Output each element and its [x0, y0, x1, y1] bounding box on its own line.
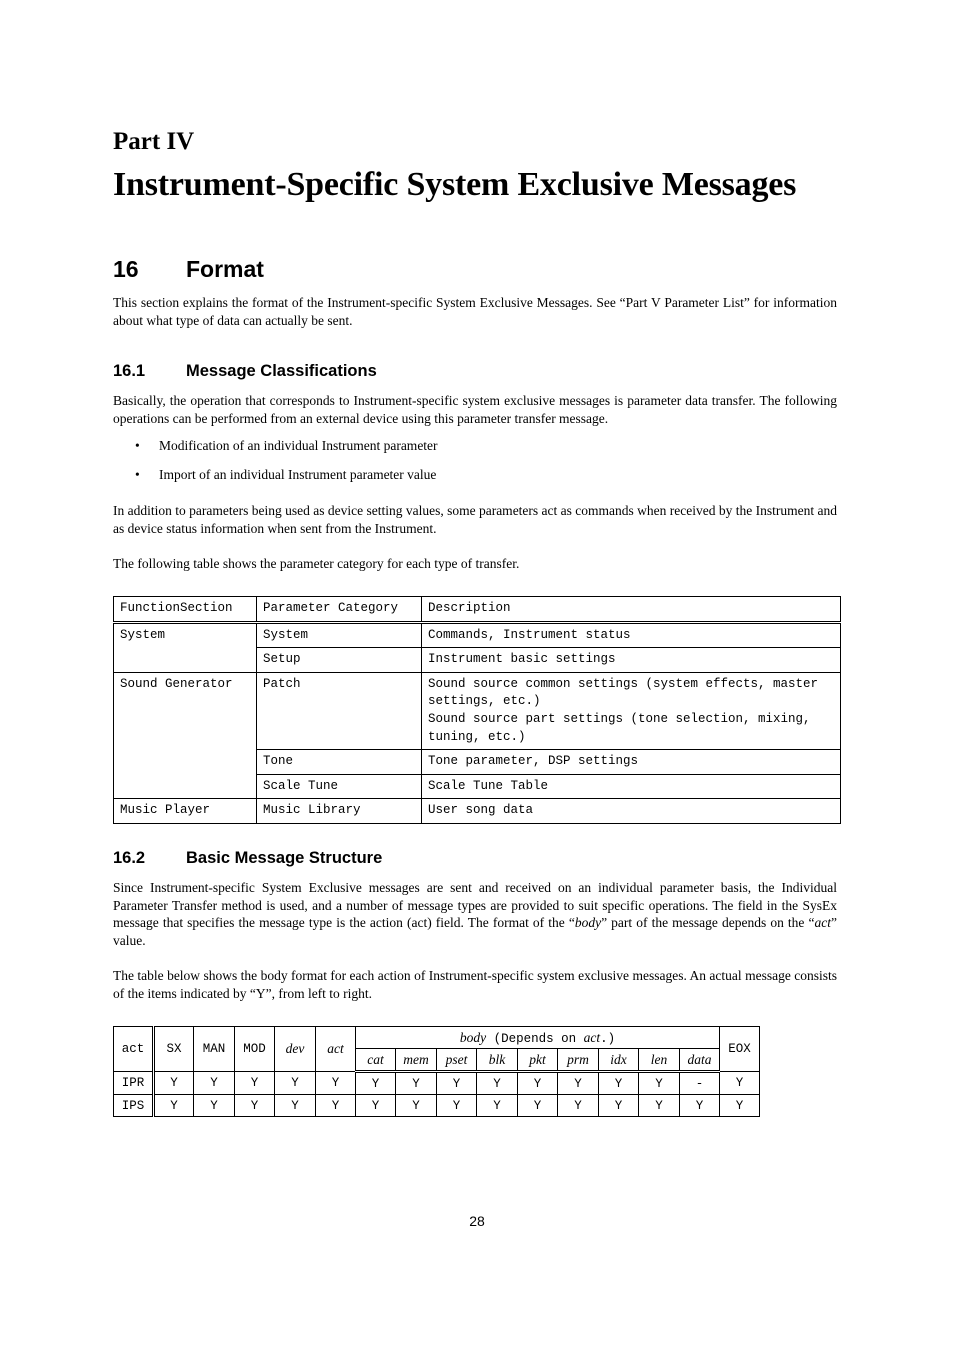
text-run-italic: act: [814, 915, 831, 931]
table-cell: [422, 672, 841, 749]
column-subheader: prm: [558, 1049, 599, 1072]
subsection-heading-1: [113, 362, 377, 381]
cell-line: Sound source part settings (tone selection, mixing, tuning, etc.): [428, 711, 811, 744]
list-item: [135, 467, 436, 483]
table-cell: System: [114, 622, 257, 672]
body-format-table: [113, 1026, 760, 1117]
table-cell: Y: [437, 1095, 477, 1117]
table-cell: Y: [639, 1072, 680, 1095]
table-cell: Sound Generator: [114, 672, 257, 799]
paragraph: The following table shows the parameter category for each type of transfer.: [113, 556, 520, 571]
paragraph: The table below shows the body format for each action of Instrument-specific system exclusive messages. An actual message consists of the items indicated by “Y”, from left to right.: [113, 968, 837, 1001]
section-intro: This section explains the format of the Instrument-specific System Exclusive Messages. See “Part V Parameter List” for information about what type of data can actually be sent.: [113, 295, 837, 328]
table-cell: Y: [356, 1072, 396, 1095]
list-item-text: Modification of an individual Instrument parameter: [159, 438, 438, 453]
table-cell: IPR: [114, 1072, 154, 1095]
table-cell: Setup: [257, 648, 422, 673]
table-cell: Y: [437, 1072, 477, 1095]
table-cell: Y: [720, 1095, 760, 1117]
text-run-italic: body: [574, 915, 602, 931]
text-run: Since Instrument-specific System Exclusive messages are sent and received on an individual parameter basis, the Individual Parameter Transfer method is used, and a number of message types are provided to suit specific operations. The field in the SysEx message that specifies the message type is the action (act) field. The format of the “: [113, 880, 837, 931]
table-cell: Patch: [257, 672, 422, 749]
table-cell: Y: [356, 1095, 396, 1117]
table-cell: Y: [558, 1072, 599, 1095]
part-label: Part IV: [113, 128, 195, 155]
list-item: [135, 438, 438, 454]
paragraph: [113, 879, 837, 950]
bullet-glyph: •: [135, 467, 140, 482]
table-row: [114, 672, 841, 749]
body-column-header: [356, 1027, 720, 1049]
section-heading: [113, 256, 264, 283]
table-row: [114, 622, 841, 648]
paragraph: In addition to parameters being used as device setting values, some parameters act as commands when received by the Instrument and as device status information when sent from the Instrument.: [113, 503, 837, 536]
table-cell: Commands, Instrument status: [422, 622, 841, 648]
subsection-number: 16.1: [113, 362, 146, 380]
part-title: Instrument-Specific System Exclusive Messages: [113, 166, 797, 203]
table-cell: Y: [316, 1095, 356, 1117]
table-cell: Scale Tune Table: [422, 774, 841, 799]
parameter-category-table: [113, 596, 841, 824]
text-run-italic: act: [583, 1029, 601, 1045]
column-header: EOX: [720, 1027, 760, 1072]
table-row: [114, 799, 841, 824]
table-cell: Y: [639, 1095, 680, 1117]
table-cell: Y: [558, 1095, 599, 1117]
table-cell: Y: [316, 1072, 356, 1095]
table-cell: Y: [275, 1072, 316, 1095]
table-cell: Music Library: [257, 799, 422, 824]
column-header: act: [316, 1027, 356, 1072]
table-cell: Y: [680, 1095, 720, 1117]
table-cell: User song data: [422, 799, 841, 824]
table-header-row: [114, 597, 841, 623]
subsection-heading-2: [113, 849, 382, 868]
table-cell: Y: [599, 1072, 639, 1095]
table-cell: Y: [599, 1095, 639, 1117]
table-cell: Y: [235, 1095, 275, 1117]
column-subheader: mem: [396, 1049, 437, 1072]
table-cell: Y: [477, 1095, 518, 1117]
column-header: MOD: [235, 1027, 275, 1072]
subsection-title: Basic Message Structure: [186, 849, 383, 867]
table-cell: Y: [518, 1072, 558, 1095]
table-cell: Y: [154, 1072, 194, 1095]
table-row: [114, 1095, 760, 1117]
table-cell: Tone: [257, 750, 422, 775]
column-subheader: blk: [477, 1049, 518, 1072]
column-subheader: pset: [437, 1049, 477, 1072]
table-cell: Y: [154, 1095, 194, 1117]
table-cell: Y: [477, 1072, 518, 1095]
column-subheader: pkt: [518, 1049, 558, 1072]
table-row: [114, 1072, 760, 1095]
table-cell: Instrument basic settings: [422, 648, 841, 673]
text-run: ” value.: [113, 915, 837, 949]
column-header: FunctionSection: [114, 597, 257, 623]
table-cell: Scale Tune: [257, 774, 422, 799]
table-cell: IPS: [114, 1095, 154, 1117]
section-number: 16: [113, 256, 139, 282]
text-run: (Depends on: [486, 1031, 584, 1046]
column-subheader: len: [639, 1049, 680, 1072]
column-subheader: data: [680, 1049, 720, 1072]
table-cell: Music Player: [114, 799, 257, 824]
section-title: Format: [186, 256, 264, 282]
text-run: ” part of the message depends on the “: [601, 915, 815, 931]
table-cell: System: [257, 622, 422, 648]
subsection-number: 16.2: [113, 849, 146, 867]
table-cell: Y: [194, 1072, 235, 1095]
page-number: 28: [469, 1213, 485, 1229]
table-cell: Y: [235, 1072, 275, 1095]
column-header: Description: [422, 597, 841, 623]
paragraph: Basically, the operation that corresponds to Instrument-specific system exclusive messages is parameter data transfer. The following operations can be performed from an external device using this parameter transfer message.: [113, 393, 837, 426]
column-subheader: cat: [356, 1049, 396, 1072]
table-cell: Tone parameter, DSP settings: [422, 750, 841, 775]
cell-line: Sound source common settings (system effects, master settings, etc.): [428, 676, 819, 709]
table-header-row: [114, 1027, 760, 1049]
bullet-glyph: •: [135, 438, 140, 453]
column-subheader: idx: [599, 1049, 639, 1072]
column-header: dev: [275, 1027, 316, 1072]
table-cell: Y: [396, 1095, 437, 1117]
table-cell: Y: [720, 1072, 760, 1095]
column-header: Parameter Category: [257, 597, 422, 623]
column-header: SX: [154, 1027, 194, 1072]
text-run-italic: body: [459, 1029, 487, 1045]
table-cell: Y: [194, 1095, 235, 1117]
column-header: MAN: [194, 1027, 235, 1072]
column-header: act: [114, 1027, 154, 1072]
table-cell: Y: [275, 1095, 316, 1117]
text-run: .): [600, 1031, 616, 1046]
list-item-text: Import of an individual Instrument parameter value: [159, 467, 437, 482]
table-cell: -: [680, 1072, 720, 1095]
table-cell: Y: [518, 1095, 558, 1117]
subsection-title: Message Classifications: [186, 362, 377, 380]
table-cell: Y: [396, 1072, 437, 1095]
